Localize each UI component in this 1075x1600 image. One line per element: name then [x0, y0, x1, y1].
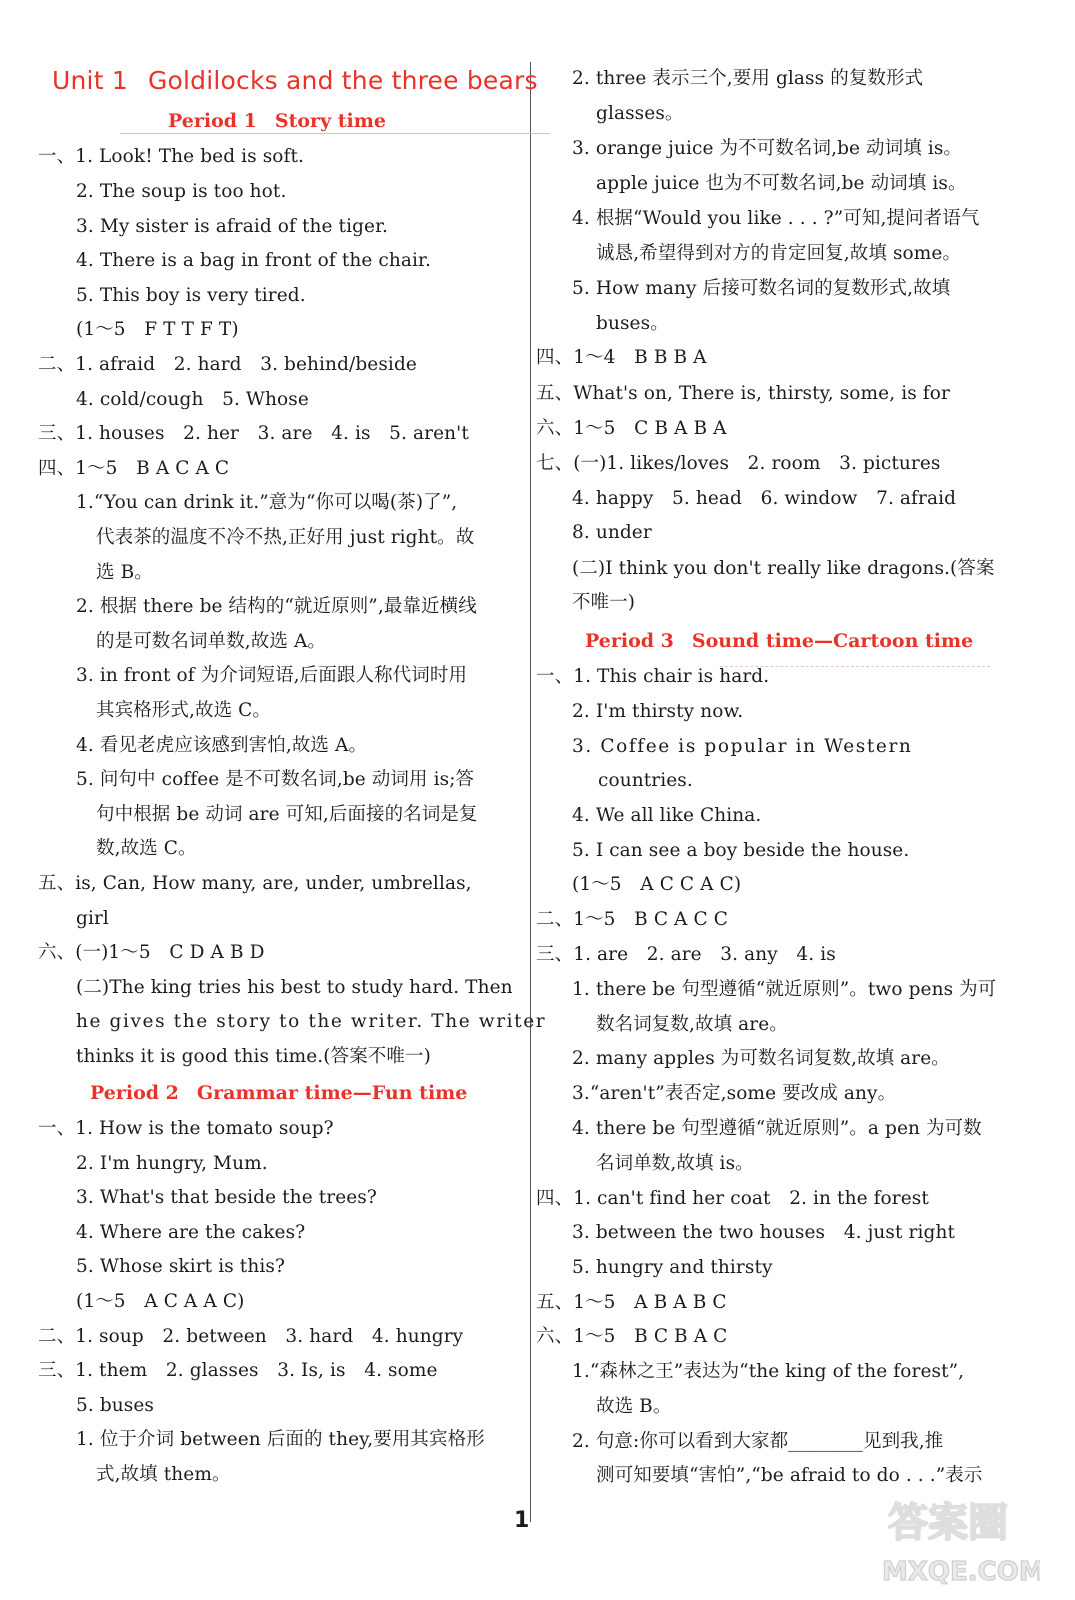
text-line: 5. hungry and thirsty	[572, 1257, 773, 1278]
text-line: 句中根据 be 动词 are 可知,后面接的名词是复	[96, 804, 478, 825]
text-line: 4. 看见老虎应该感到害怕,故选 A。	[76, 735, 368, 756]
text-line: 四、1～5 B A C A C	[38, 458, 230, 479]
text-line: 测可知要填“害怕”,“be afraid to do . . .”表示	[596, 1465, 983, 1486]
text-line: 2. I'm thirsty now.	[572, 701, 744, 722]
text-line: 3. in front of 为介词短语,后面跟人称代词时用	[76, 665, 468, 686]
text-line: 选 B。	[96, 562, 153, 583]
text-line: 3. between the two houses 4. just right	[572, 1222, 955, 1243]
text-line: 五、1～5 A B A B C	[536, 1292, 727, 1313]
text-line: 一、1. Look! The bed is soft.	[38, 146, 304, 167]
text-line: buses。	[596, 313, 669, 334]
text-line: 5. How many 后接可数名词的复数形式,故填	[572, 278, 951, 299]
period-3-number: Period 3	[585, 630, 674, 652]
text-line: 1. there be 句型遵循“就近原则”。two pens 为可	[572, 979, 997, 1000]
text-line: 一、1. How is the tomato soup?	[38, 1118, 334, 1139]
text-line: 其宾格形式,故选 C。	[96, 700, 272, 721]
period-2-heading	[90, 1082, 467, 1104]
text-line: thinks it is good this time.(答案不唯一)	[76, 1046, 431, 1067]
text-line: 的是可数名词单数,故选 A。	[96, 631, 327, 652]
column-divider	[530, 62, 531, 1522]
text-line: 诚恳,希望得到对方的肯定回复,故填 some。	[596, 243, 962, 264]
text-line: 3. What's that beside the trees?	[76, 1187, 377, 1208]
text-line: he gives the story to the writer. The writer	[76, 1011, 547, 1032]
text-line: 1.“森林之王”表达为“the king of the forest”,	[572, 1361, 965, 1382]
text-line: 3. My sister is afraid of the tiger.	[76, 216, 388, 237]
text-line: 2. 句意:你可以看到大家都________见到我,推	[572, 1431, 944, 1452]
text-line: (1～5 A C C A C)	[572, 874, 742, 895]
text-line: 名词单数,故填 is。	[596, 1153, 754, 1174]
watermark-cn: 答案圈	[888, 1500, 1008, 1546]
text-line: 六、1～5 C B A B A	[536, 418, 727, 439]
text-line: 5. 问句中 coffee 是不可数名词,be 动词用 is;答	[76, 769, 475, 790]
text-line: 代表茶的温度不冷不热,正好用 just right。故	[96, 527, 475, 548]
period-2-number: Period 2	[90, 1082, 179, 1104]
text-line: glasses。	[596, 103, 684, 124]
period-1-rule	[120, 133, 550, 134]
watermark-text: MXQE.COM	[882, 1557, 1040, 1587]
text-line: 3. Coffee is popular in Western	[572, 736, 913, 757]
text-line: 二、1. afraid 2. hard 3. behind/beside	[38, 354, 417, 375]
text-line: 数,故选 C。	[96, 838, 197, 859]
period-3-name: Sound time—Cartoon time	[691, 630, 974, 652]
text-line: 六、(一)1～5 C D A B D	[38, 942, 265, 963]
period-3-heading	[585, 630, 973, 652]
text-line: 5. Whose skirt is this?	[76, 1256, 285, 1277]
text-line: 3.“aren't”表否定,some 要改成 any。	[572, 1083, 897, 1104]
text-line: (1～5 F T T F T)	[76, 319, 239, 340]
text-line: 4. Where are the cakes?	[76, 1222, 306, 1243]
text-line: 五、What's on, There is, thirsty, some, is for	[536, 383, 950, 404]
period-2-name: Grammar time—Fun time	[196, 1082, 468, 1104]
text-line: 一、1. This chair is hard.	[536, 666, 770, 687]
text-line: 5. This boy is very tired.	[76, 285, 306, 306]
text-line: 七、(一)1. likes/loves 2. room 3. pictures	[536, 453, 941, 474]
text-line: 六、1～5 B C B A C	[536, 1326, 728, 1347]
period-1-number: Period 1	[168, 110, 257, 132]
text-line: 2. 根据 there be 结构的“就近原则”,最靠近横线	[76, 596, 477, 617]
text-line: 故选 B。	[596, 1396, 672, 1417]
text-line: countries.	[598, 770, 693, 791]
text-line: girl	[76, 908, 109, 929]
period-1-name: Story time	[274, 110, 386, 132]
text-line: 4. happy 5. head 6. window 7. afraid	[572, 488, 957, 509]
text-line: 2. many apples 为可数名词复数,故填 are。	[572, 1048, 950, 1069]
text-line: 2. The soup is too hot.	[76, 181, 287, 202]
text-line: 五、is, Can, How many, are, under, umbrellas,	[38, 873, 472, 894]
text-line: 5. buses	[76, 1395, 155, 1416]
unit-title	[52, 66, 538, 95]
text-line: 4. We all like China.	[572, 805, 762, 826]
text-line: 二、1～5 B C A C C	[536, 909, 728, 930]
unit-subtitle: Goldilocks and the three bears	[147, 66, 538, 95]
text-line: 4. 根据“Would you like . . . ?”可知,提问者语气	[572, 208, 980, 229]
text-line: 二、1. soup 2. between 3. hard 4. hungry	[38, 1326, 464, 1347]
text-line: 1.“You can drink it.”意为“你可以喝(茶)了”,	[76, 492, 458, 513]
text-line: 2. three 表示三个,要用 glass 的复数形式	[572, 68, 924, 89]
text-line: 三、1. houses 2. her 3. are 4. is 5. aren't	[38, 423, 469, 444]
text-line: 不唯一)	[572, 592, 636, 613]
unit-label: Unit 1	[52, 66, 128, 95]
text-line: 三、1. them 2. glasses 3. Is, is 4. some	[38, 1360, 438, 1381]
text-line: 四、1～4 B B B A	[536, 347, 707, 368]
text-line: 2. I'm hungry, Mum.	[76, 1153, 268, 1174]
text-line: 四、1. can't find her coat 2. in the forest	[536, 1188, 929, 1209]
page-number: 1	[514, 1508, 530, 1533]
text-line: (二)I think you don't really like dragons.(答案	[572, 558, 995, 579]
text-line: 4. cold/cough 5. Whose	[76, 389, 309, 410]
text-line: 4. there be 句型遵循“就近原则”。a pen 为可数	[572, 1118, 982, 1139]
text-line: 3. orange juice 为不可数名词,be 动词填 is。	[572, 138, 963, 159]
text-line: (二)The king tries his best to study hard. Then	[76, 977, 513, 998]
text-line: 数名词复数,故填 are。	[596, 1014, 788, 1035]
text-line: 式,故填 them。	[96, 1464, 231, 1485]
text-line: apple juice 也为不可数名词,be 动词填 is。	[596, 173, 967, 194]
text-line: 4. There is a bag in front of the chair.	[76, 250, 431, 271]
period-1-heading	[168, 110, 386, 132]
watermark-logo-icon	[880, 1488, 1040, 1592]
text-line: 5. I can see a boy beside the house.	[572, 840, 910, 861]
text-line: 8. under	[572, 522, 652, 543]
text-line: 1. 位于介词 between 后面的 they,要用其宾格形	[76, 1429, 485, 1450]
text-line: 三、1. are 2. are 3. any 4. is	[536, 944, 836, 965]
text-line: (1～5 A C A A C)	[76, 1291, 245, 1312]
